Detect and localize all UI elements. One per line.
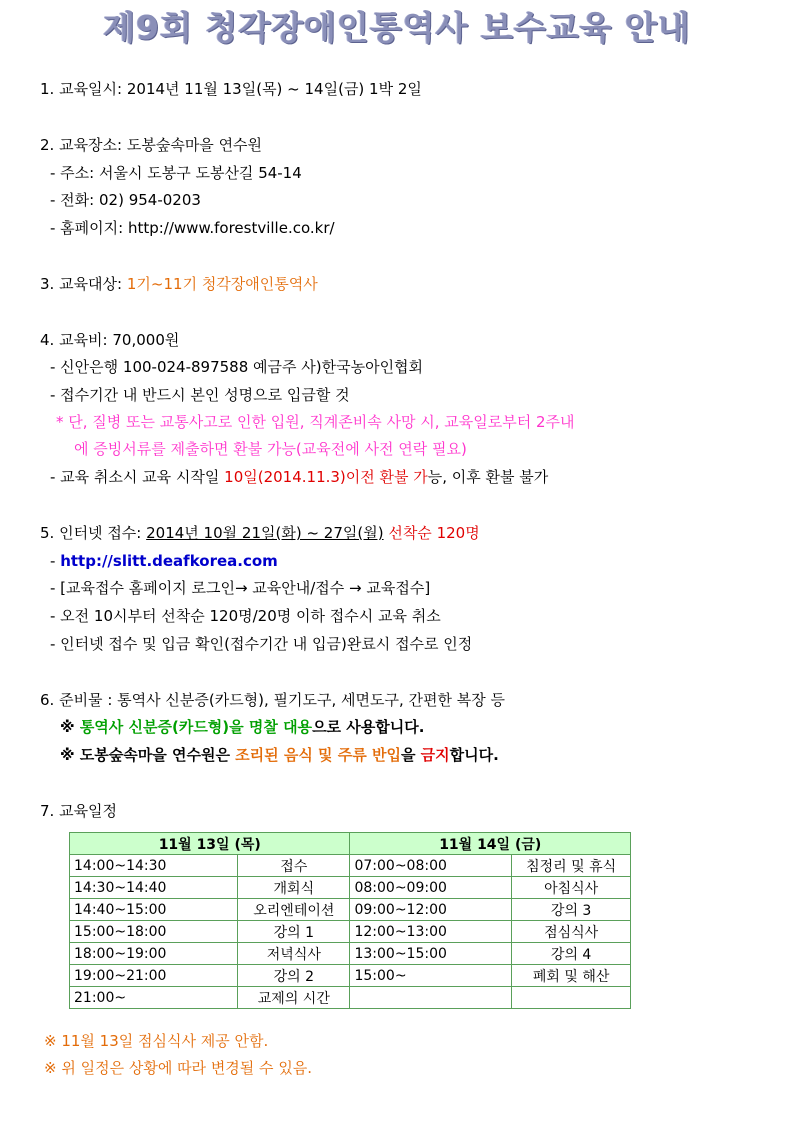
- footnote-2: ※ 위 일정은 상황에 따라 변경될 수 있음.: [44, 1059, 313, 1077]
- day1-activity-cell: 강의 2: [238, 965, 350, 987]
- day2-activity-cell: [512, 987, 631, 1009]
- day1-time-cell: 19:00~21:00: [70, 965, 238, 987]
- day2-time-cell: 09:00~12:00: [350, 899, 512, 921]
- cancel-text-b: 10일(2014.11.3)이전 환불 가: [224, 468, 428, 486]
- online-label-a: 5. 인터넷 접수:: [40, 524, 147, 542]
- day1-activity-cell: 접수: [238, 855, 350, 877]
- day2-activity-cell: 강의 4: [512, 943, 631, 965]
- section-2-venue: 2. 교육장소: 도봉숲속마을 연수원: [40, 136, 263, 154]
- day1-time-cell: 14:40~15:00: [70, 899, 238, 921]
- online-limit: - 오전 10시부터 선착순 120명/20명 이하 접수시 교육 취소: [50, 607, 441, 625]
- online-capacity: 선착순 120명: [383, 524, 480, 542]
- day1-activity-cell: 저녁식사: [238, 943, 350, 965]
- day1-time-cell: 21:00~: [70, 987, 238, 1009]
- day2-header: 11월 14일 (금): [350, 833, 631, 855]
- schedule-row: [70, 899, 631, 921]
- note2-c: 을: [400, 746, 421, 764]
- day2-time-cell: 13:00~15:00: [350, 943, 512, 965]
- note2-a: ※ 도봉숲속마을 연수원은: [60, 746, 236, 764]
- day2-time-cell: 07:00~08:00: [350, 855, 512, 877]
- fee-bank-account: - 신안은행 100-024-897588 예금주 사)한국농아인협회: [50, 358, 424, 376]
- schedule-row: [70, 943, 631, 965]
- day1-time-cell: 15:00~18:00: [70, 921, 238, 943]
- day2-time-cell: 15:00~: [350, 965, 512, 987]
- venue-address: - 주소: 서울시 도봉구 도봉산길 54-14: [50, 164, 302, 182]
- day2-activity-cell: 점심식사: [512, 921, 631, 943]
- cancel-text-c: 능, 이후 환불 불가: [427, 468, 549, 486]
- day2-time-cell: [350, 987, 512, 1009]
- day1-activity-cell: 교제의 시간: [238, 987, 350, 1009]
- footnote-1: ※ 11월 13일 점심식사 제공 안함.: [44, 1032, 269, 1050]
- online-url-link[interactable]: http://slitt.deafkorea.com: [60, 552, 278, 570]
- section-1-date: 1. 교육일시: 2014년 11월 13일(목) ~ 14일(금) 1박 2일: [40, 80, 422, 98]
- day1-time-cell: 14:30~14:40: [70, 877, 238, 899]
- day2-activity-cell: 폐회 및 해산: [512, 965, 631, 987]
- page-title: 제9회 청각장애인통역사 보수교육 안내: [103, 8, 691, 47]
- section-5-online: [40, 523, 480, 543]
- day1-activity-cell: 오리엔테이션: [238, 899, 350, 921]
- online-path: - [교육접수 홈페이지 로그인→ 교육안내/접수 → 교육접수]: [50, 579, 431, 597]
- day1-activity-cell: 강의 1: [238, 921, 350, 943]
- day1-activity-cell: 개회식: [238, 877, 350, 899]
- fee-cancel-policy: [50, 467, 548, 487]
- day1-time-cell: 18:00~19:00: [70, 943, 238, 965]
- day2-time-cell: 12:00~13:00: [350, 921, 512, 943]
- day1-header: 11월 13일 (목): [70, 833, 350, 855]
- schedule-row: [70, 921, 631, 943]
- section-4-fee: 4. 교육비: 70,000원: [40, 331, 180, 349]
- note2-b: 조리된 음식 및 주류 반입: [235, 746, 401, 764]
- target-label: 3. 교육대상:: [40, 275, 127, 293]
- online-period: 2014년 10월 21일(화) ~ 27일(월): [146, 524, 384, 542]
- schedule-table: [69, 832, 631, 1009]
- note2-e: 합니다.: [449, 746, 499, 764]
- items-note-2: [60, 745, 499, 765]
- fee-refund-note-1: * 단, 질병 또는 교통사고로 인한 입원, 직계존비속 사망 시, 교육일로부터 2주내: [56, 413, 575, 431]
- note1-highlight: 통역사 신분증(카드형)을 명찰 대용: [79, 718, 313, 736]
- fee-deposit-rule: - 접수기간 내 반드시 본인 성명으로 입금할 것: [50, 386, 350, 404]
- schedule-row: [70, 877, 631, 899]
- venue-phone: - 전화: 02) 954-0203: [50, 191, 201, 209]
- day2-activity-cell: 강의 3: [512, 899, 631, 921]
- items-note-1: [60, 717, 424, 737]
- url-dash: -: [50, 552, 61, 570]
- cancel-text-a: - 교육 취소시 교육 시작일: [50, 468, 225, 486]
- section-6-items: 6. 준비물 : 통역사 신분증(카드형), 필기도구, 세면도구, 간편한 복장 등: [40, 691, 506, 709]
- section-7-schedule: 7. 교육일정: [40, 802, 118, 820]
- schedule-row: [70, 965, 631, 987]
- day2-activity-cell: 침정리 및 휴식: [512, 855, 631, 877]
- fee-refund-note-2: 에 증빙서류를 제출하면 환불 가능(교육전에 사전 연락 필요): [74, 440, 467, 458]
- target-value: 1기~11기 청각장애인통역사: [126, 275, 318, 293]
- schedule-row: [70, 855, 631, 877]
- day1-time-cell: 14:00~14:30: [70, 855, 238, 877]
- online-confirm: - 인터넷 접수 및 입금 확인(접수기간 내 입금)완료시 접수로 인정: [50, 635, 473, 653]
- venue-homepage[interactable]: - 홈페이지: http://www.forestville.co.kr/: [50, 219, 335, 237]
- note1-rest: 으로 사용합니다.: [312, 718, 425, 736]
- schedule-header-row: [70, 833, 631, 855]
- section-3-target: [40, 274, 318, 294]
- note1-mark: ※: [60, 718, 80, 736]
- note2-d: 금지: [420, 746, 450, 764]
- online-url-line: [50, 551, 278, 571]
- day2-time-cell: 08:00~09:00: [350, 877, 512, 899]
- day2-activity-cell: 아침식사: [512, 877, 631, 899]
- schedule-row: [70, 987, 631, 1009]
